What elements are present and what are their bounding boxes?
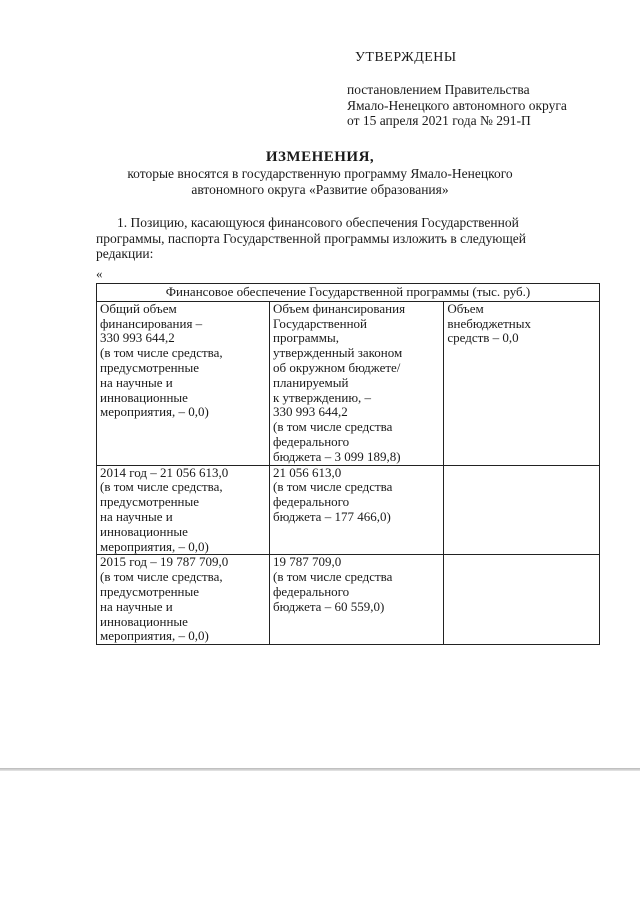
- table-cell-year-2015: [97, 555, 270, 645]
- table-row: [97, 555, 600, 645]
- cell-line: на научные и: [100, 374, 173, 390]
- cell-line: федерального: [272, 494, 350, 510]
- cell-line: инновационные: [100, 389, 188, 405]
- cell-line: 330 993 644,2: [100, 330, 175, 346]
- page-edge: [0, 768, 640, 771]
- cell-line: предусмотренные: [100, 359, 200, 375]
- cell-line: (в том числе средства,: [100, 569, 223, 585]
- cell-line: 19 787 709,0: [272, 554, 342, 570]
- table-cell-total: [97, 301, 270, 465]
- cell-line: 330 993 644,2: [272, 404, 348, 420]
- cell-line: программы,: [272, 330, 339, 346]
- table-row: [97, 465, 600, 555]
- cell-line: (в том числе средства: [272, 419, 393, 435]
- table-cell-extrabudgetary: [444, 301, 600, 465]
- table-cell-extrabudgetary-2014: [444, 465, 600, 555]
- cell-line: (в том числе средства: [272, 569, 393, 585]
- resolution-line: Ямало-Ненецкого автономного округа: [347, 97, 567, 113]
- table-cell-program-funding-2015: [269, 555, 443, 645]
- change-paragraph: [96, 215, 600, 262]
- document-subtitle: [0, 166, 640, 197]
- cell-line: мероприятия, – 0,0): [100, 538, 209, 554]
- cell-line: федерального: [272, 583, 350, 599]
- cell-line: инновационные: [100, 613, 188, 629]
- cell-line: Государственной: [272, 315, 367, 331]
- table-caption: Финансовое обеспечение Государственной программы (тыс. руб.): [97, 284, 600, 302]
- cell-line: внебюджетных: [447, 315, 531, 331]
- cell-line: на научные и: [100, 598, 173, 614]
- cell-line: мероприятия, – 0,0): [100, 628, 209, 644]
- cell-line: бюджета – 3 099 189,8): [272, 448, 401, 464]
- table-cell-program-funding: [269, 301, 443, 465]
- cell-line: бюджета – 60 559,0): [272, 598, 385, 614]
- table-cell-year-2014: [97, 465, 270, 555]
- cell-line: финансирования –: [100, 315, 203, 331]
- subtitle-line: автономного округа «Развитие образования»: [191, 181, 449, 197]
- cell-line: планируемый: [272, 374, 349, 390]
- cell-line: на научные и: [100, 508, 173, 524]
- cell-line: 2014 год – 21 056 613,0: [100, 464, 229, 480]
- subtitle-line: которые вносятся в государственную программу Ямало-Ненецкого: [127, 166, 513, 181]
- resolution-reference: [347, 82, 567, 129]
- cell-line: утвержденный законом: [272, 345, 403, 361]
- paragraph-line: 1. Позицию, касающуюся финансового обеспечения Государственной: [117, 215, 519, 230]
- approved-label: УТВЕРЖДЕНЫ: [355, 50, 457, 65]
- cell-line: предусмотренные: [100, 494, 200, 510]
- cell-line: об окружном бюджете/: [272, 359, 401, 375]
- cell-line: средств – 0,0: [447, 330, 519, 346]
- table-cell-program-funding-2014: [269, 465, 443, 555]
- table-cell-extrabudgetary-2015: [444, 555, 600, 645]
- table-caption-row: [97, 284, 600, 302]
- cell-line: (в том числе средства: [272, 479, 393, 495]
- cell-line: (в том числе средства,: [100, 345, 223, 361]
- cell-line: (в том числе средства,: [100, 479, 223, 495]
- table-row: [97, 301, 600, 465]
- cell-line: бюджета – 177 466,0): [272, 508, 391, 524]
- financing-table: [96, 283, 600, 645]
- opening-quote: «: [96, 266, 103, 281]
- resolution-line: от 15 апреля 2021 года № 291-П: [347, 113, 531, 128]
- resolution-line: постановлением Правительства: [347, 82, 530, 97]
- cell-line: мероприятия, – 0,0): [100, 404, 209, 420]
- paragraph-line: программы, паспорта Государственной программы изложить в следующей: [96, 230, 526, 246]
- document-heading: ИЗМЕНЕНИЯ,: [265, 149, 375, 165]
- cell-line: инновационные: [100, 523, 188, 539]
- paragraph-line: редакции:: [96, 246, 154, 261]
- cell-line: 21 056 613,0: [272, 464, 342, 480]
- cell-line: предусмотренные: [100, 583, 200, 599]
- cell-line: к утверждению, –: [272, 389, 372, 405]
- cell-line: федерального: [272, 433, 350, 449]
- cell-line: 2015 год – 19 787 709,0: [100, 554, 229, 570]
- cell-line: Общий объем: [100, 300, 177, 316]
- cell-line: Объем финансирования: [272, 300, 406, 316]
- cell-line: Объем: [447, 300, 484, 316]
